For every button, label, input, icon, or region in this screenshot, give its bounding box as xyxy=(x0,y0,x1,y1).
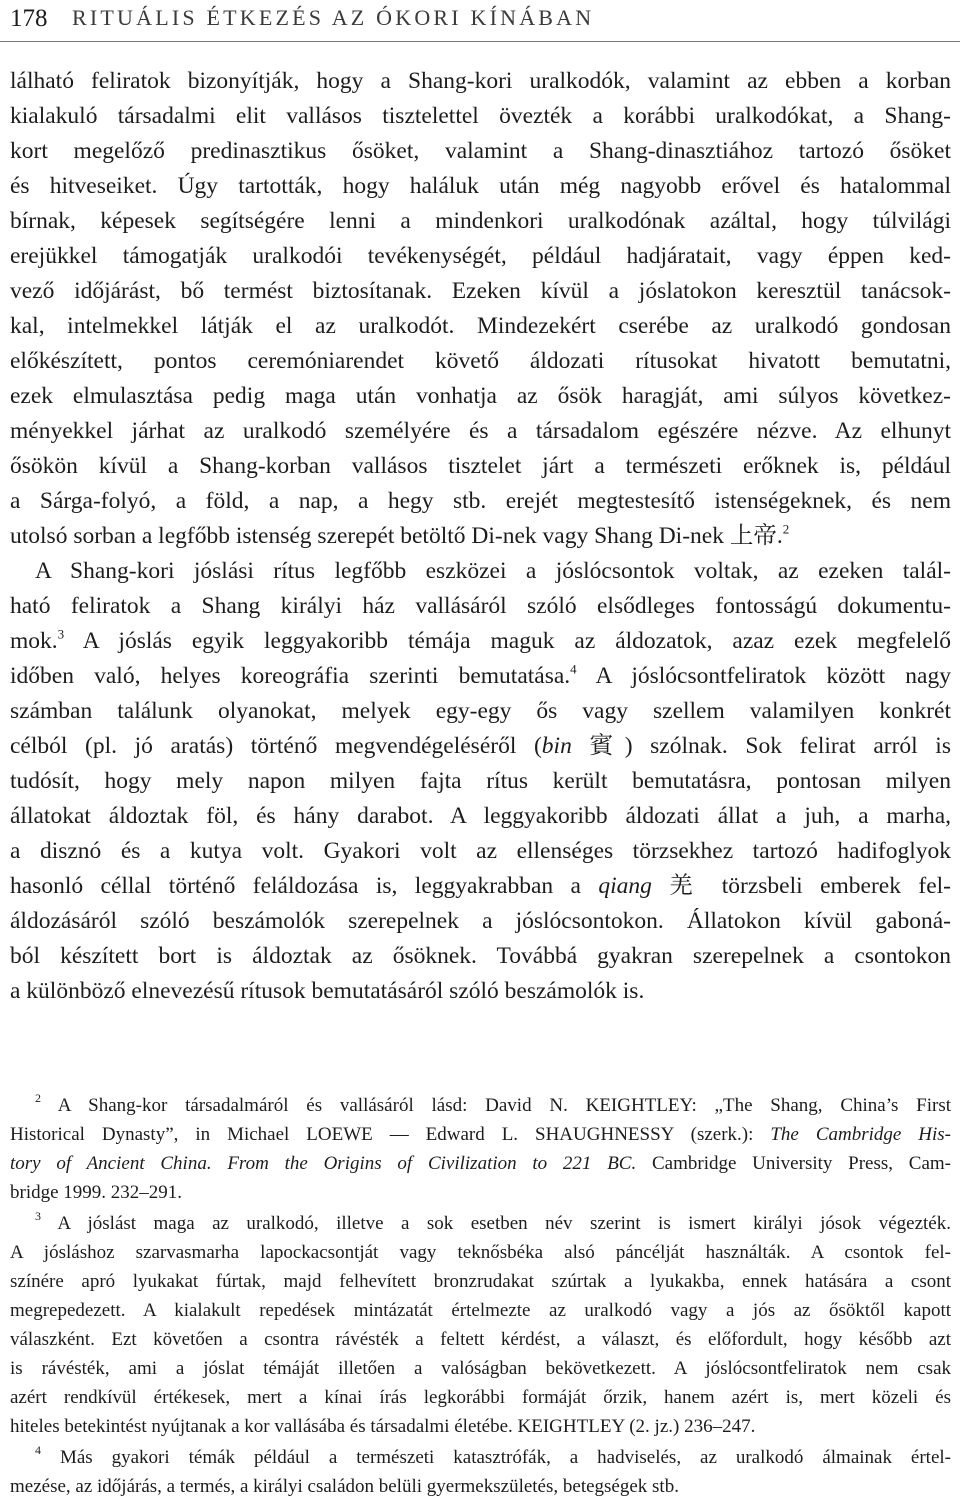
footnote-line: azért rendkívül értékesek, mert a kínai írás legkorábbi formáját őrzik, hanem azért is, mert közeli és xyxy=(10,1387,951,1408)
text-line: vező időjárást, bő termést biztosítanak. Ezeken kívül a jóslatokon keresztül tanácsok- xyxy=(10,278,951,304)
text-line: ból készített bort is áldoztak az ősöknek. Továbbá gyakran szerepelnek a csontokon xyxy=(10,943,951,969)
page-header xyxy=(0,0,960,40)
text-line xyxy=(10,729,951,764)
italic-term: qiang xyxy=(598,873,652,899)
italic-term: bin xyxy=(541,733,572,759)
footnote-line xyxy=(10,1121,951,1149)
footnote-ref[interactable]: 3 xyxy=(57,626,65,642)
text-line xyxy=(10,519,951,554)
text-span: mok. xyxy=(10,628,58,654)
footnote-line: is rávésték, ami a jóslat témáját illetően a valóságban bekövetkezett. A jóslócsontfeliratok nem csak xyxy=(10,1358,951,1379)
footnote-text: Historical Dynasty”, in Michael LOEWE — Edward L. SHAUGHNESSY (szerk.): xyxy=(10,1124,771,1145)
footnote-line: mezése, az időjárás, a termés, a királyi családon belüli gyermekszületés, betegségek stb. xyxy=(10,1476,679,1497)
paragraph-start-line: A Shang-kori jóslási rítus legfőbb eszközei a jóslócsontok voltak, az ezeken talál- xyxy=(35,558,951,584)
text-span: célból (pl. jó aratás) történő megvendégeléséről ( xyxy=(10,733,542,759)
text-line: ményekkel járhat az uralkodó személyére és a társadalom egészére nézve. Az elhunyt xyxy=(10,418,951,444)
footnote-number: 2 xyxy=(35,1091,41,1105)
text-span: 賓) szólnak. Sok felirat arról is xyxy=(571,733,951,759)
text-line: kialakuló társadalmi elit vallásos tisztelettel övezték a korábbi uralkodókat, a Shang- xyxy=(10,103,951,129)
italic-title: The Cambridge His- xyxy=(770,1124,951,1145)
footnote-3 xyxy=(35,1210,951,1238)
footnote-text: Más gyakori témák például a természeti katasztrófák, a hadviselés, az uralkodó álmainak értel- xyxy=(41,1447,951,1468)
footnote-ref[interactable]: 2 xyxy=(782,521,790,537)
footnote-line: A jósláshoz szarvasmarha lapockacsontját vagy teknősbéka alsó páncélját használták. A csontok fel- xyxy=(10,1242,951,1263)
text-span: időben való, helyes koreográfia szerinti bemutatása. xyxy=(10,663,571,689)
text-line: a Sárga-folyó, a föld, a nap, a hegy stb. erejét megtestesítő istenségeknek, és nem xyxy=(10,488,951,514)
text-line: ezek elmulasztása pedig maga után vonhatja az ősök haragját, ami súlyos következ- xyxy=(10,383,951,409)
footnote-number: 4 xyxy=(35,1443,41,1457)
italic-title: tory of Ancient China. From the Origins of Civilization to 221 BC. xyxy=(10,1153,637,1174)
text-span: A jóslás egyik leggyakoribb témája maguk az áldozatok, azaz ezek megfelelő xyxy=(64,628,951,654)
header-rule xyxy=(0,41,960,42)
text-line: áldozásáról szóló beszámolók szerepelnek a jóslócsontokon. Állatokon kívül gaboná- xyxy=(10,908,951,934)
footnote-line: bridge 1999. 232–291. xyxy=(10,1182,183,1203)
text-line: előkészített, pontos ceremóniarendet követő áldozati rítusokat hivatott bemutatni, xyxy=(10,348,951,374)
text-line xyxy=(10,869,951,904)
footnote-line xyxy=(10,1150,951,1178)
footnote-line: színére apró lyukakat fúrtak, majd felhevített bronzrudakat szúrtak a lyukakba, ennek hatására a csont xyxy=(10,1271,951,1292)
text-line: tudósít, hogy mely napon milyen fajta rítus került bemutatásra, pontosan milyen xyxy=(10,768,951,794)
footnote-text: Cambridge University Press, Cam- xyxy=(636,1153,952,1174)
text-line xyxy=(10,624,951,659)
footnote-line: hiteles betekintést nyújtanak a kor vallásába és társadalmi életébe. KEIGHTLEY (2. jz.) 236–247. xyxy=(10,1416,756,1437)
footnote-number: 3 xyxy=(35,1209,41,1223)
footnote-2 xyxy=(35,1092,951,1120)
text-span: hasonló céllal történő feláldozása is, leggyakrabban a xyxy=(10,873,599,899)
text-line: és hitveseiket. Úgy tartották, hogy haláluk után még nagyobb erővel és hatalommal xyxy=(10,173,951,199)
footnote-text: A jóslást maga az uralkodó, illetve a sok esetben név szerint is ismert királyi jósok végezték. xyxy=(41,1213,951,1234)
text-line: lálható feliratok bizonyítják, hogy a Shang-kori uralkodók, valamint az ebben a korban xyxy=(10,68,951,94)
text-line: kort megelőző predinasztikus ősöket, valamint a Shang-dinasztiához tartozó ősöket xyxy=(10,138,951,164)
footnote-text: A Shang-kor társadalmáról és vallásáról lásd: David N. KEIGHTLEY: „The Shang, China’s First xyxy=(41,1095,951,1116)
text-line: ősökön kívül a Shang-korban vallásos tisztelet járt a természeti erőknek is, például xyxy=(10,453,951,479)
footnote-ref[interactable]: 4 xyxy=(570,661,577,677)
text-line: bírnak, képesek segítségére lenni a mindenkori uralkodónak azáltal, hogy túlvilági xyxy=(10,208,951,234)
text-line: számban találunk olyanokat, melyek egy-egy ős vagy szellem valamilyen konkrét xyxy=(10,698,951,724)
footnote-line: válaszként. Ezt követően a csontra rávésték a feltett kérdést, a választ, és előfordult, hogy később azt xyxy=(10,1329,951,1350)
text-span: utolsó sorban a legfőbb istenség szerepét betöltő Di-nek vagy Shang Di-nek 上帝. xyxy=(10,523,783,549)
footnote-line: megrepedezett. A kialakult repedések mintázatát értelmezte az uralkodó vagy a jós az ősöktől kapott xyxy=(10,1300,951,1321)
text-line: ható feliratok a Shang királyi ház vallásáról szóló elsődleges fontosságú dokumentu- xyxy=(10,593,951,619)
text-span: 羌 törzsbeli emberek fel- xyxy=(651,873,951,899)
footnote-4 xyxy=(35,1444,951,1472)
text-span: A jóslócsontfeliratok között nagy xyxy=(576,663,951,689)
text-line: a különböző elnevezésű rítusok bemutatásáról szóló beszámolók is. xyxy=(10,978,645,1004)
page-number: 178 xyxy=(10,5,48,32)
text-line: a disznó és a kutya volt. Gyakori volt az ellenséges törzsekhez tartozó hadifoglyok xyxy=(10,838,951,864)
text-line: kal, intelmekkel látják el az uralkodót. Mindezekért cserébe az uralkodó gondosan xyxy=(10,313,951,339)
text-line: erejükkel támogatják uralkodói tevékenységét, például hadjáratait, vagy éppen ked- xyxy=(10,243,951,269)
running-title: RITUÁLIS ÉTKEZÉS AZ ÓKORI KÍNÁBAN xyxy=(72,5,595,30)
text-line: állatokat áldoztak föl, és hány darabot. A leggyakoribb áldozati állat a juh, a marha, xyxy=(10,803,951,829)
text-line xyxy=(10,659,951,694)
